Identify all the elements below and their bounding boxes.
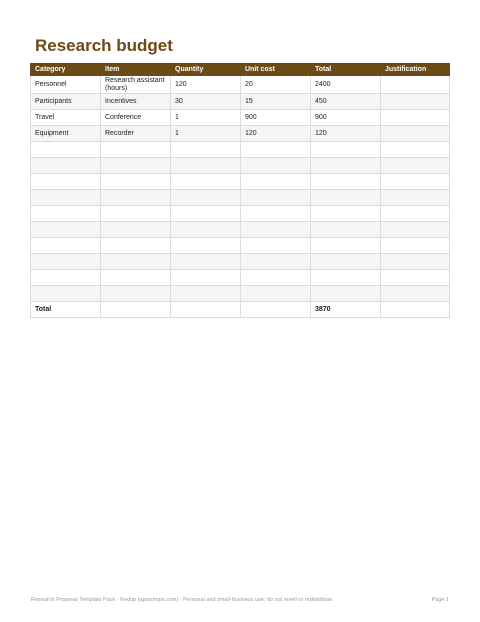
cell-total[interactable]	[311, 158, 381, 174]
header-category: Category	[31, 64, 101, 76]
cell-total[interactable]	[311, 238, 381, 254]
table-row	[31, 238, 450, 254]
table-header-row	[31, 64, 450, 76]
total-value: 3870	[311, 302, 381, 318]
page-title: Research budget	[35, 36, 173, 55]
header-total: Total	[311, 64, 381, 76]
cell-category[interactable]	[31, 286, 101, 302]
cell-justification[interactable]	[381, 206, 450, 222]
cell-total[interactable]	[311, 286, 381, 302]
table-row	[31, 126, 450, 142]
budget-table	[30, 63, 450, 318]
cell-unit-cost[interactable]: 20	[241, 76, 311, 94]
cell-quantity[interactable]	[171, 158, 241, 174]
cell-justification[interactable]	[381, 238, 450, 254]
cell-unit-cost[interactable]	[241, 142, 311, 158]
cell-category[interactable]	[31, 174, 101, 190]
cell-item[interactable]: Recorder	[101, 126, 171, 142]
cell-item[interactable]: Research assistant (hours)	[101, 76, 171, 94]
cell-quantity[interactable]	[171, 174, 241, 190]
cell-justification[interactable]	[381, 190, 450, 206]
cell-unit-cost[interactable]	[241, 158, 311, 174]
cell-unit-cost[interactable]	[241, 286, 311, 302]
cell-category[interactable]: Travel	[31, 110, 101, 126]
table-row	[31, 76, 450, 94]
table-row	[31, 190, 450, 206]
cell-quantity[interactable]	[171, 206, 241, 222]
header-justification: Justification	[381, 64, 450, 76]
cell-item[interactable]	[101, 158, 171, 174]
cell-justification[interactable]	[381, 110, 450, 126]
cell-quantity[interactable]	[171, 142, 241, 158]
cell-item[interactable]	[101, 222, 171, 238]
cell-total[interactable]	[311, 222, 381, 238]
cell-justification[interactable]	[381, 76, 450, 94]
table-row	[31, 158, 450, 174]
cell-total[interactable]	[311, 254, 381, 270]
cell-item[interactable]	[101, 286, 171, 302]
cell-item[interactable]: Incentives	[101, 94, 171, 110]
cell-justification[interactable]	[381, 286, 450, 302]
cell-category[interactable]: Participants	[31, 94, 101, 110]
cell-unit-cost[interactable]	[241, 254, 311, 270]
table-row	[31, 94, 450, 110]
cell-unit-cost[interactable]: 15	[241, 94, 311, 110]
page-number: Page 1	[431, 597, 449, 603]
cell-quantity[interactable]	[171, 286, 241, 302]
cell-item[interactable]	[101, 254, 171, 270]
cell-justification[interactable]	[381, 270, 450, 286]
total-cell-quantity	[171, 302, 241, 318]
cell-quantity[interactable]	[171, 238, 241, 254]
cell-total[interactable]	[311, 270, 381, 286]
cell-quantity[interactable]: 30	[171, 94, 241, 110]
cell-unit-cost[interactable]	[241, 270, 311, 286]
table-row	[31, 110, 450, 126]
cell-total[interactable]: 450	[311, 94, 381, 110]
header-item: Item	[101, 64, 171, 76]
total-cell-unit-cost	[241, 302, 311, 318]
cell-item[interactable]	[101, 206, 171, 222]
cell-unit-cost[interactable]	[241, 206, 311, 222]
header-unit-cost: Unit cost	[241, 64, 311, 76]
cell-justification[interactable]	[381, 94, 450, 110]
cell-justification[interactable]	[381, 254, 450, 270]
cell-category[interactable]	[31, 190, 101, 206]
table-row	[31, 286, 450, 302]
cell-unit-cost[interactable]: 900	[241, 110, 311, 126]
total-label: Total	[31, 302, 101, 318]
footer-note: Research Proposal Template Pack · Kedop (apnishops.com) · Personal and small-business use; do not resell or redistribute.	[31, 597, 334, 603]
cell-category[interactable]	[31, 142, 101, 158]
cell-unit-cost[interactable]	[241, 222, 311, 238]
cell-unit-cost[interactable]: 120	[241, 126, 311, 142]
total-row	[31, 302, 450, 318]
cell-item[interactable]	[101, 238, 171, 254]
cell-item[interactable]	[101, 270, 171, 286]
cell-total[interactable]	[311, 190, 381, 206]
cell-category[interactable]	[31, 270, 101, 286]
cell-item[interactable]: Conference	[101, 110, 171, 126]
cell-category[interactable]: Personnel	[31, 76, 101, 94]
table-row	[31, 254, 450, 270]
cell-total[interactable]: 120	[311, 126, 381, 142]
table-row	[31, 270, 450, 286]
cell-total[interactable]: 900	[311, 110, 381, 126]
table-row	[31, 142, 450, 158]
cell-category[interactable]	[31, 222, 101, 238]
cell-unit-cost[interactable]	[241, 174, 311, 190]
cell-unit-cost[interactable]	[241, 238, 311, 254]
cell-category[interactable]: Equipment	[31, 126, 101, 142]
cell-unit-cost[interactable]	[241, 190, 311, 206]
cell-justification[interactable]	[381, 158, 450, 174]
cell-total[interactable]	[311, 206, 381, 222]
cell-quantity[interactable]	[171, 222, 241, 238]
cell-justification[interactable]	[381, 222, 450, 238]
cell-quantity[interactable]	[171, 254, 241, 270]
cell-total[interactable]	[311, 174, 381, 190]
cell-category[interactable]	[31, 254, 101, 270]
cell-quantity[interactable]: 1	[171, 126, 241, 142]
cell-quantity[interactable]: 120	[171, 76, 241, 94]
cell-justification[interactable]	[381, 174, 450, 190]
cell-total[interactable]: 2400	[311, 76, 381, 94]
table-row	[31, 206, 450, 222]
cell-quantity[interactable]: 1	[171, 110, 241, 126]
total-cell-justification	[381, 302, 450, 318]
cell-quantity[interactable]	[171, 270, 241, 286]
cell-total[interactable]	[311, 142, 381, 158]
cell-category[interactable]	[31, 238, 101, 254]
table-row	[31, 222, 450, 238]
cell-justification[interactable]	[381, 142, 450, 158]
cell-category[interactable]	[31, 206, 101, 222]
cell-justification[interactable]	[381, 126, 450, 142]
cell-item[interactable]	[101, 190, 171, 206]
header-quantity: Quantity	[171, 64, 241, 76]
cell-item[interactable]	[101, 174, 171, 190]
total-cell-item	[101, 302, 171, 318]
cell-quantity[interactable]	[171, 190, 241, 206]
cell-category[interactable]	[31, 158, 101, 174]
table-row	[31, 174, 450, 190]
cell-item[interactable]	[101, 142, 171, 158]
